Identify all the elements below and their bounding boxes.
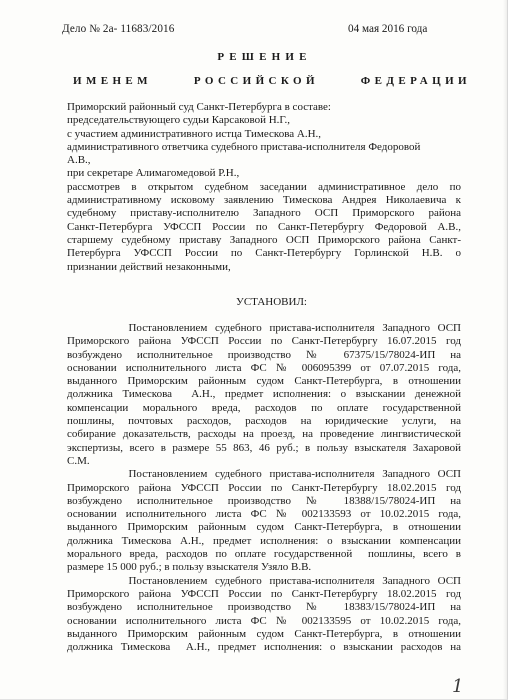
paragraph-line: морального вреда, расходов по оплате государственной пошлины, всего в: [67, 548, 461, 561]
subtitle-word: ФЕДЕРАЦИИ: [360, 75, 471, 87]
paragraph-line: Постановлением судебного пристава-исполнителя Западного ОСП: [67, 322, 461, 334]
intro-line: административного ответчика судебного пристава-исполнителя Федоровой: [67, 140, 421, 153]
paragraph-line: собирание доказательств, расходы на проезд, на проведение лингвистической: [67, 428, 461, 441]
intro-line: А.В.,: [67, 154, 91, 167]
intro-line: с участием административного истца Тимескова А.Н.,: [67, 127, 322, 140]
paragraph-line: выданного Приморским районным судом Санкт-Петербурга, в отношении: [67, 627, 461, 640]
established-heading: УСТАНОВИЛ:: [236, 296, 307, 308]
paragraph-line: возбуждено исполнительное производство № 18383/15/78024-ИП на: [67, 601, 461, 614]
subtitle-word: РОССИЙСКОЙ: [193, 75, 319, 87]
considering-line: судебному приставу-исполнителю Западного ОСП Приморского района: [67, 207, 461, 220]
paragraph-line: пошлины, почтовых расходов, расходов на юридические услуги, на: [67, 415, 461, 428]
paragraph-line: должника Тимескова А.Н., предмет исполнения: о взыскании денежной: [67, 388, 461, 401]
document-title: РЕШЕНИЕ: [217, 51, 312, 63]
considering-line: признании действий незаконными,: [67, 260, 231, 273]
paragraph-line: возбуждено исполнительное производство № 18388/15/78024-ИП на: [67, 494, 461, 507]
finding-paragraph: [67, 468, 461, 574]
paragraph-line: С.М.: [67, 454, 90, 467]
considering-line: Санкт-Петербурга УФССП России по Санкт-Петербургу Федоровой А.В.,: [67, 220, 461, 233]
document-subtitle: [73, 75, 471, 87]
considering-line: Петербурга УФССП России по Санкт-Петербургу Горлинской Н.В. о: [67, 247, 461, 260]
paragraph-line: выданного Приморским районным судом Санкт-Петербурга, в отношении: [67, 375, 461, 388]
paragraph-line: компенсации морального вреда, расходов по оплате государственной: [67, 401, 461, 414]
paragraph-line: возбуждено исполнительное производство № 67375/15/78024-ИП на: [67, 348, 461, 361]
page-number: 1: [452, 676, 464, 697]
case-number: Дело № 2а- 11683/2016: [62, 23, 175, 35]
paragraph-line: размере 15 000 руб.; в пользу взыскателя Узяло В.В.: [67, 561, 312, 574]
court-composition: [67, 101, 461, 181]
paragraph-line: основании исполнительного листа ФС № 006095399 от 07.07.2015 года,: [67, 361, 461, 374]
paragraph-line: Приморского района УФССП России по Санкт-Петербургу 18.02.2015 год: [67, 481, 461, 494]
paragraph-line: выданного Приморским районным судом Санкт-Петербурга, в отношении: [67, 521, 461, 534]
paragraph-line: экспертизы, всего в размере 55 863, 46 руб.; в пользу взыскателя Захаровой: [67, 441, 461, 454]
findings-section: [67, 322, 461, 654]
paragraph-line: должника Тимескова А.Н., предмет исполнения: о взыскании расходов на: [67, 641, 461, 654]
subtitle-word: ИМЕНЕМ: [73, 75, 152, 87]
considering-line: рассмотрев в открытом судебном заседании административное дело по: [67, 180, 461, 193]
paragraph-line: должника Тимескова А.Н., предмет исполнения: о взыскании компенсации: [67, 534, 461, 547]
intro-line: Приморский районный суд Санкт-Петербурга в составе:: [67, 101, 331, 113]
paragraph-line: основании исполнительного листа ФС № 002133593 от 10.02.2015 года,: [67, 508, 461, 521]
paragraph-line: Приморского района УФССП России по Санкт-Петербургу 18.02.2015 год: [67, 587, 461, 600]
paragraph-line: Постановлением судебного пристава-исполнителя Западного ОСП: [67, 468, 461, 481]
considering-line: старшему судебному приставу Западного ОСП Приморского района Санкт-: [67, 233, 461, 246]
paragraph-line: Приморского района УФССП России по Санкт-Петербургу 16.07.2015 год: [67, 335, 461, 348]
scan-edge-shadow: [503, 0, 507, 699]
considering-line: административному исковому заявлению Тимескова Андрея Николаевича к: [67, 194, 461, 207]
paragraph-line: основании исполнительного листа ФС № 002133595 от 10.02.2015 года,: [67, 614, 461, 627]
case-considering: [67, 181, 461, 274]
document-date: 04 мая 2016 года: [348, 23, 428, 35]
paragraph-line: Постановлением судебного пристава-исполнителя Западного ОСП: [67, 574, 461, 587]
finding-paragraph: [67, 575, 461, 655]
intro-line: председательствующего судьи Карсаковой Н.Г.,: [67, 114, 291, 127]
intro-line: при секретаре Алимагомедовой Р.Н.,: [67, 167, 240, 180]
finding-paragraph: [67, 322, 461, 468]
